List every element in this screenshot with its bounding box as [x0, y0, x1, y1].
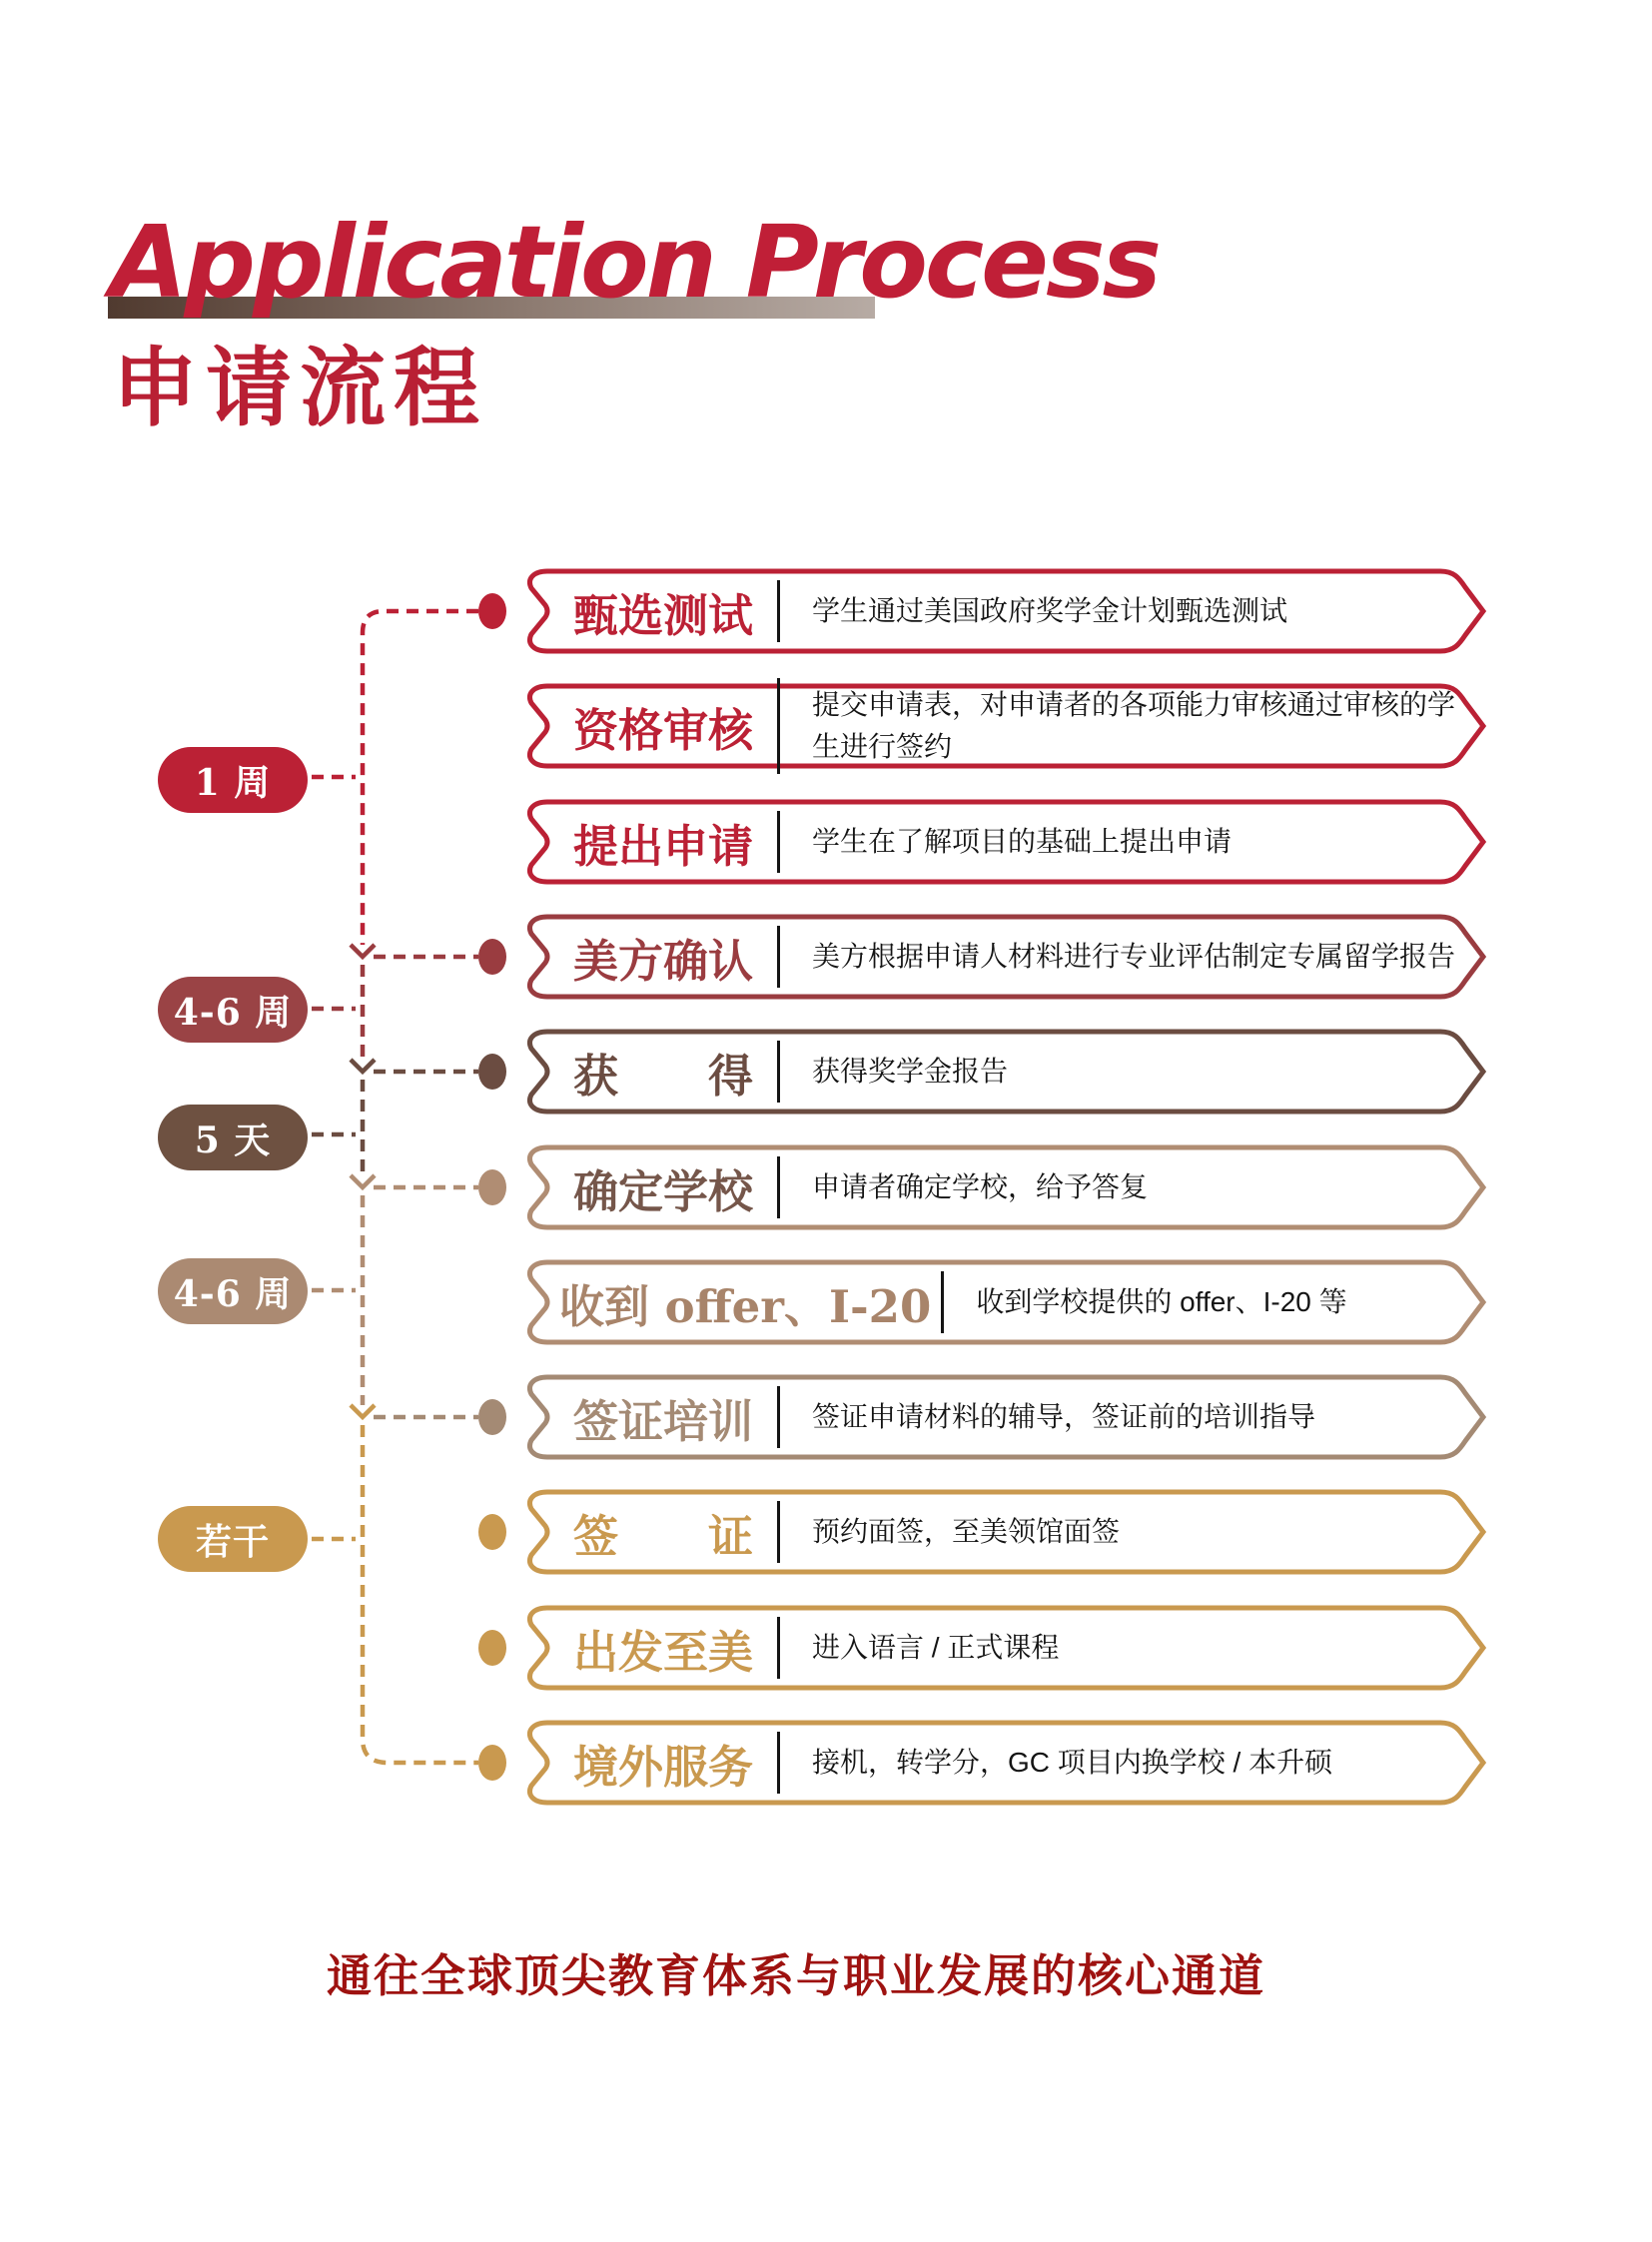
step-description: 美方根据申请人材料进行专业评估制定专属留学报告 — [812, 941, 1456, 972]
step-dot-11 — [478, 1745, 506, 1781]
footer-tagline: 通往全球顶尖教育体系与职业发展的核心通道 — [326, 1949, 1265, 2002]
timeline-pill-ruogan — [158, 1506, 308, 1572]
chevron-marker-maroon — [351, 945, 375, 957]
label-divider — [777, 580, 780, 642]
flow-step-3 — [511, 798, 1503, 886]
step-dot-4 — [478, 939, 506, 975]
chevron-marker-gold — [351, 1405, 375, 1417]
label-divider — [941, 1271, 944, 1333]
connector-segment-red — [363, 611, 478, 945]
step-description: 学生在了解项目的基础上提出申请 — [812, 826, 1233, 857]
step-description: 接机，转学分，GC 项目内换学校 / 本升硕 — [812, 1747, 1333, 1778]
flow-step-2 — [511, 682, 1503, 770]
step-label: 美方确认 — [572, 934, 753, 988]
label-divider — [777, 926, 780, 988]
step-dot-5 — [478, 1054, 506, 1090]
chevron-marker-brown — [351, 1060, 375, 1072]
step-label: 资格审核 — [572, 703, 753, 757]
connector-segment-gold — [363, 1425, 478, 1763]
step-description: 申请者确定学校，给予答复 — [812, 1171, 1149, 1202]
label-divider — [777, 1156, 780, 1218]
label-divider — [777, 1617, 780, 1679]
label-divider — [777, 678, 780, 774]
step-label: 境外服务 — [572, 1740, 753, 1794]
label-divider — [777, 1041, 780, 1103]
pill-label: 若干 — [195, 1520, 270, 1563]
step-dot-9 — [478, 1514, 506, 1550]
page-title-en: Application Process — [110, 204, 1160, 321]
step-label: 收到 offer、I-20 — [559, 1279, 932, 1333]
step-description: 收到学校提供的 offer、I-20 等 — [976, 1286, 1347, 1317]
step-description: 学生通过美国政府奖学金计划甄选测试 — [812, 595, 1288, 626]
step-label: 获 得 — [572, 1049, 753, 1103]
step-label: 甄选测试 — [572, 588, 753, 642]
pill-label: 4-6 周 — [173, 991, 293, 1034]
step-description: 签证申请材料的辅导，签证前的培训指导 — [812, 1401, 1316, 1432]
timeline-pill-5day — [158, 1105, 308, 1170]
chevron-marker-tan — [351, 1175, 375, 1187]
step-dot-6 — [478, 1169, 506, 1205]
flow-step-8 — [511, 1373, 1503, 1461]
label-divider — [777, 1386, 780, 1448]
flow-step-5 — [511, 1028, 1503, 1116]
step-label: 签 证 — [572, 1509, 753, 1563]
flow-step-7 — [511, 1258, 1503, 1346]
step-label: 出发至美 — [572, 1625, 753, 1679]
flow-step-1 — [511, 567, 1503, 655]
page-title-zh: 申请流程 — [112, 338, 487, 438]
step-description: 进入语言 / 正式课程 — [812, 1632, 1060, 1663]
label-divider — [777, 1732, 780, 1794]
timeline-pill-4-6week-2 — [158, 1258, 308, 1324]
step-dot-8 — [478, 1399, 506, 1435]
flow-step-10 — [511, 1604, 1503, 1692]
step-description: 提交申请表，对申请者的各项能力审核通过审核的学生进行签约 — [812, 689, 1456, 762]
flow-step-4 — [511, 913, 1503, 1001]
step-description: 预约面签，至美领馆面签 — [812, 1516, 1121, 1547]
pill-label: 1 周 — [194, 761, 272, 804]
step-dot-1 — [478, 593, 506, 629]
flow-step-11 — [511, 1719, 1503, 1807]
step-label: 确定学校 — [572, 1164, 753, 1218]
flow-step-9 — [511, 1488, 1503, 1576]
pill-label: 5 天 — [194, 1119, 272, 1161]
step-dot-10 — [478, 1630, 506, 1666]
step-description: 获得奖学金报告 — [812, 1056, 1009, 1087]
pill-label: 4-6 周 — [173, 1272, 293, 1315]
step-label: 签证培训 — [572, 1394, 753, 1448]
flow-step-6 — [511, 1143, 1503, 1231]
step-label: 提出申请 — [572, 819, 753, 873]
timeline-pill-4-6week — [158, 977, 308, 1043]
label-divider — [777, 811, 780, 873]
label-divider — [777, 1501, 780, 1563]
timeline-pill-1week — [158, 747, 308, 813]
